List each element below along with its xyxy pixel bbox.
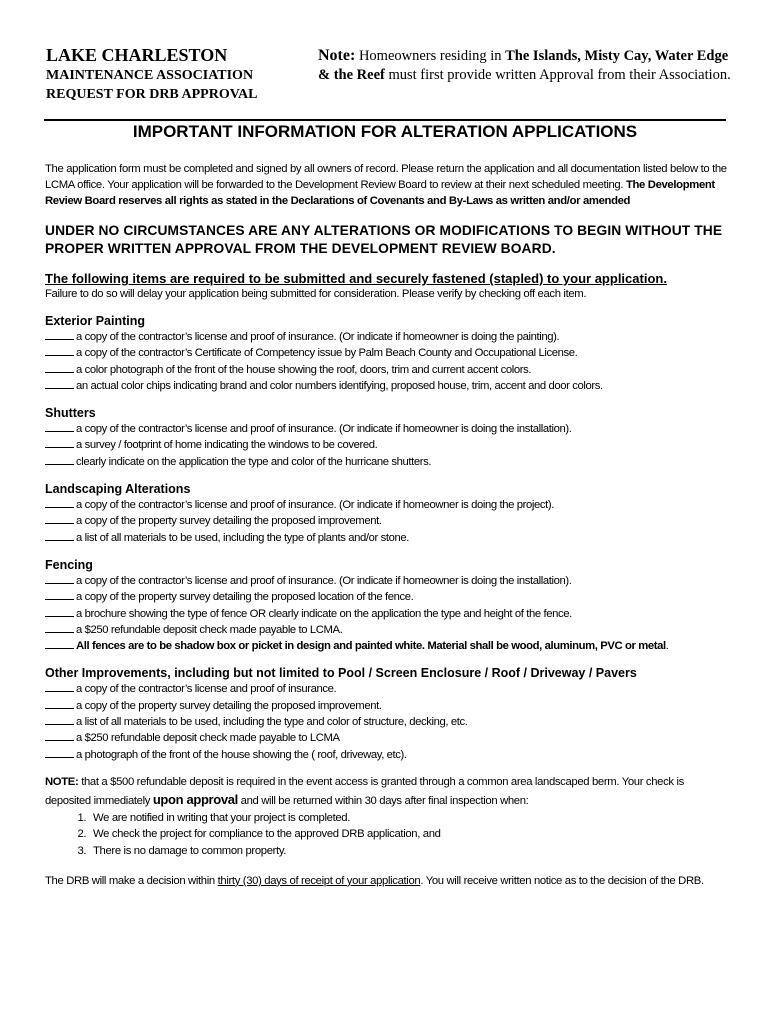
checkoff-blank[interactable]: [45, 589, 74, 600]
checklist-item-text: a copy of the property survey detailing the proposed location of the fence.: [76, 591, 414, 604]
checklist-item-text: a list of all materials to be used, including the type of plants and/or stone.: [76, 531, 410, 544]
checklist-item: [45, 454, 730, 470]
checkoff-blank[interactable]: [45, 681, 74, 692]
warning-text: UNDER NO CIRCUMSTANCES ARE ANY ALTERATIONS OR MODIFICATIONS TO BEGIN WITHOUT THE PROPER WRITTEN APPROVAL FROM THE DEVELOPMENT REVIEW BOARD.: [45, 223, 723, 256]
checklist-item-text: All fences are to be shadow box or picket in design and painted white. Material shall be wood, aluminum, PVC or metal: [76, 640, 666, 653]
checklist-item: [45, 530, 730, 546]
section-title: Landscaping Alterations: [45, 482, 191, 497]
checkoff-blank[interactable]: [45, 714, 74, 725]
checklist-item-text: a photograph of the front of the house showing the ( roof, driveway, etc).: [76, 748, 407, 761]
header-note-label: Note:: [318, 47, 356, 64]
checklist-item-suffix: .: [665, 640, 669, 653]
checklist-item-text: a copy of the contractor’s license and proof of insurance.: [76, 683, 337, 696]
deposit-note: [45, 774, 730, 810]
checklist-item: [45, 730, 730, 746]
checkoff-blank[interactable]: [45, 730, 74, 741]
intro-text: The application form must be completed and signed by all owners of record. Please return the application and all documentation listed below to the LCMA office. Your application will be forwarded to the Development Review Board to review at their next scheduled meeting.: [45, 163, 727, 191]
checklist-item: [45, 497, 730, 513]
inspection-step: 3. There is no damage to common property.: [89, 843, 730, 859]
checklist-item: [45, 437, 730, 453]
checkoff-blank[interactable]: [45, 573, 74, 584]
checklist-section: [45, 405, 730, 470]
note-upon-approval: upon approval: [152, 791, 238, 807]
section-title: Fencing: [45, 557, 93, 572]
checklist-item: [45, 421, 730, 437]
checkoff-blank[interactable]: [45, 378, 74, 389]
checkoff-blank[interactable]: [45, 530, 74, 541]
page-title: IMPORTANT INFORMATION FOR ALTERATION APPLICATIONS: [132, 122, 638, 141]
checkoff-blank[interactable]: [45, 421, 74, 432]
checklist-item-text: a copy of the contractor’s license and proof of insurance. (Or indicate if homeowner is doing the painting).: [76, 331, 560, 343]
checkoff-blank[interactable]: [45, 638, 74, 649]
section-title: Exterior Painting: [45, 314, 146, 328]
checklist-item-text: a copy of the property survey detailing the proposed improvement.: [76, 699, 382, 712]
checklist-section: [45, 481, 730, 546]
checkoff-blank[interactable]: [45, 497, 74, 508]
checklist-item: [45, 698, 730, 714]
checklist-item-text: a copy of the contractor’s Certificate of Competency issue by Palm Beach County and Occupational License.: [76, 347, 578, 360]
checkoff-blank[interactable]: [45, 698, 74, 709]
header-organization: [46, 44, 306, 104]
checklist-item-text: a copy of the property survey detailing the proposed improvement.: [76, 515, 382, 528]
checklist-item: [45, 378, 730, 394]
checklist-item-text: a survey / footprint of home indicating the windows to be covered.: [76, 439, 378, 452]
final-underlined: thirty (30) days of receipt of your application: [217, 874, 421, 887]
checkoff-blank[interactable]: [45, 747, 74, 758]
requirements-heading: The following items are required to be submitted and securely fastened (stapled) to your application.: [45, 271, 667, 286]
checklist-item-text: a list of all materials to be used, including the type and color of structure, decking, etc.: [76, 716, 468, 729]
checklist-item: [45, 747, 730, 763]
checkoff-blank[interactable]: [45, 513, 74, 524]
inspection-steps: [45, 810, 730, 859]
checklist-item: [45, 681, 730, 697]
note-text1: that a $500 refundable deposit is required in the event access is granted through a common area landscaped berm. Your check is deposited immediately: [45, 775, 684, 807]
checklist-item: [45, 638, 730, 654]
checklist-item: [45, 714, 730, 730]
checkoff-blank[interactable]: [45, 622, 74, 633]
intro-bold-text: The Development Review Board reserves all rights as stated in the Declarations of Covenants and By-Laws as written and/or amended: [45, 179, 715, 207]
checkoff-blank[interactable]: [45, 437, 74, 448]
checklist-item: [45, 589, 730, 605]
checkoff-blank[interactable]: [45, 454, 74, 465]
checklist-item: [45, 329, 730, 345]
document-body: [45, 161, 730, 890]
checklist-item: [45, 513, 730, 529]
checklist-item-text: a copy of the contractor’s license and proof of insurance. (Or indicate if homeowner is doing the project).: [76, 499, 554, 512]
org-line3: REQUEST FOR DRB APPROVAL: [46, 87, 258, 102]
checkoff-blank[interactable]: [45, 606, 74, 617]
note-text2: and will be returned within 30 days after final inspection when:: [237, 794, 529, 807]
checklist-item: [45, 573, 730, 589]
inspection-step: 2. We check the project for compliance to the approved DRB application, and: [89, 826, 730, 842]
checklist-section: [45, 665, 730, 762]
checklist-item: [45, 622, 730, 638]
org-line2: MAINTENANCE ASSOCIATION: [46, 68, 254, 83]
checklist-item-text: a $250 refundable deposit check made payable to LCMA.: [76, 623, 343, 636]
checklist-sections: [45, 313, 730, 763]
checklist-item-text: an actual color chips indicating brand and color numbers identifying, proposed house, trim, accent and door colors.: [76, 379, 603, 392]
final-text1: The DRB will make a decision within: [45, 874, 218, 887]
inspection-step: 1. We are notified in writing that your project is completed.: [89, 810, 730, 826]
intro-paragraph: [45, 161, 730, 209]
checklist-item: [45, 606, 730, 622]
section-title: Shutters: [45, 406, 96, 421]
checklist-item: [45, 345, 730, 361]
final-text2: . You will receive written notice as to the decision of the DRB.: [420, 874, 704, 887]
header-divider: [44, 119, 726, 121]
checklist-item-text: a $250 refundable deposit check made payable to LCMA: [76, 732, 340, 745]
checkoff-blank[interactable]: [45, 345, 74, 356]
checklist-item-text: a brochure showing the type of fence OR clearly indicate on the application the type and height of the fence.: [76, 607, 572, 620]
checklist-item: [45, 362, 730, 378]
note-label: NOTE:: [45, 775, 79, 788]
header-note-text1: Homeowners residing in: [355, 48, 506, 64]
header-note-text2: must first provide written Approval from their Association.: [384, 67, 731, 83]
checklist-section: [45, 557, 730, 654]
checklist-item-text: a copy of the contractor’s license and proof of insurance. (Or indicate if homeowner is doing the installation).: [76, 574, 572, 587]
checklist-item-text: a copy of the contractor’s license and proof of insurance. (Or indicate if homeowner is doing the installation).: [76, 423, 572, 436]
checklist-item-text: clearly indicate on the application the type and color of the hurricane shutters.: [76, 455, 432, 468]
header-note: [318, 46, 738, 85]
checkoff-blank[interactable]: [45, 362, 74, 373]
checklist-item-text: a color photograph of the front of the house showing the roof, doors, trim and current accent colors.: [76, 363, 532, 376]
decision-paragraph: [45, 873, 730, 890]
requirements-subtext: Failure to do so will delay your application being submitted for consideration. Please verify by checking off each item.: [45, 288, 587, 300]
header-note-communities: The Islands, Misty Cay, Water Edge & the Reef: [318, 48, 729, 83]
section-title: Other Improvements, including but not limited to Pool / Screen Enclosure / Roof / Driveway / Pavers: [45, 666, 637, 681]
checkoff-blank[interactable]: [45, 329, 74, 340]
checklist-section: [45, 313, 730, 394]
org-name: LAKE CHARLESTON: [46, 45, 228, 65]
